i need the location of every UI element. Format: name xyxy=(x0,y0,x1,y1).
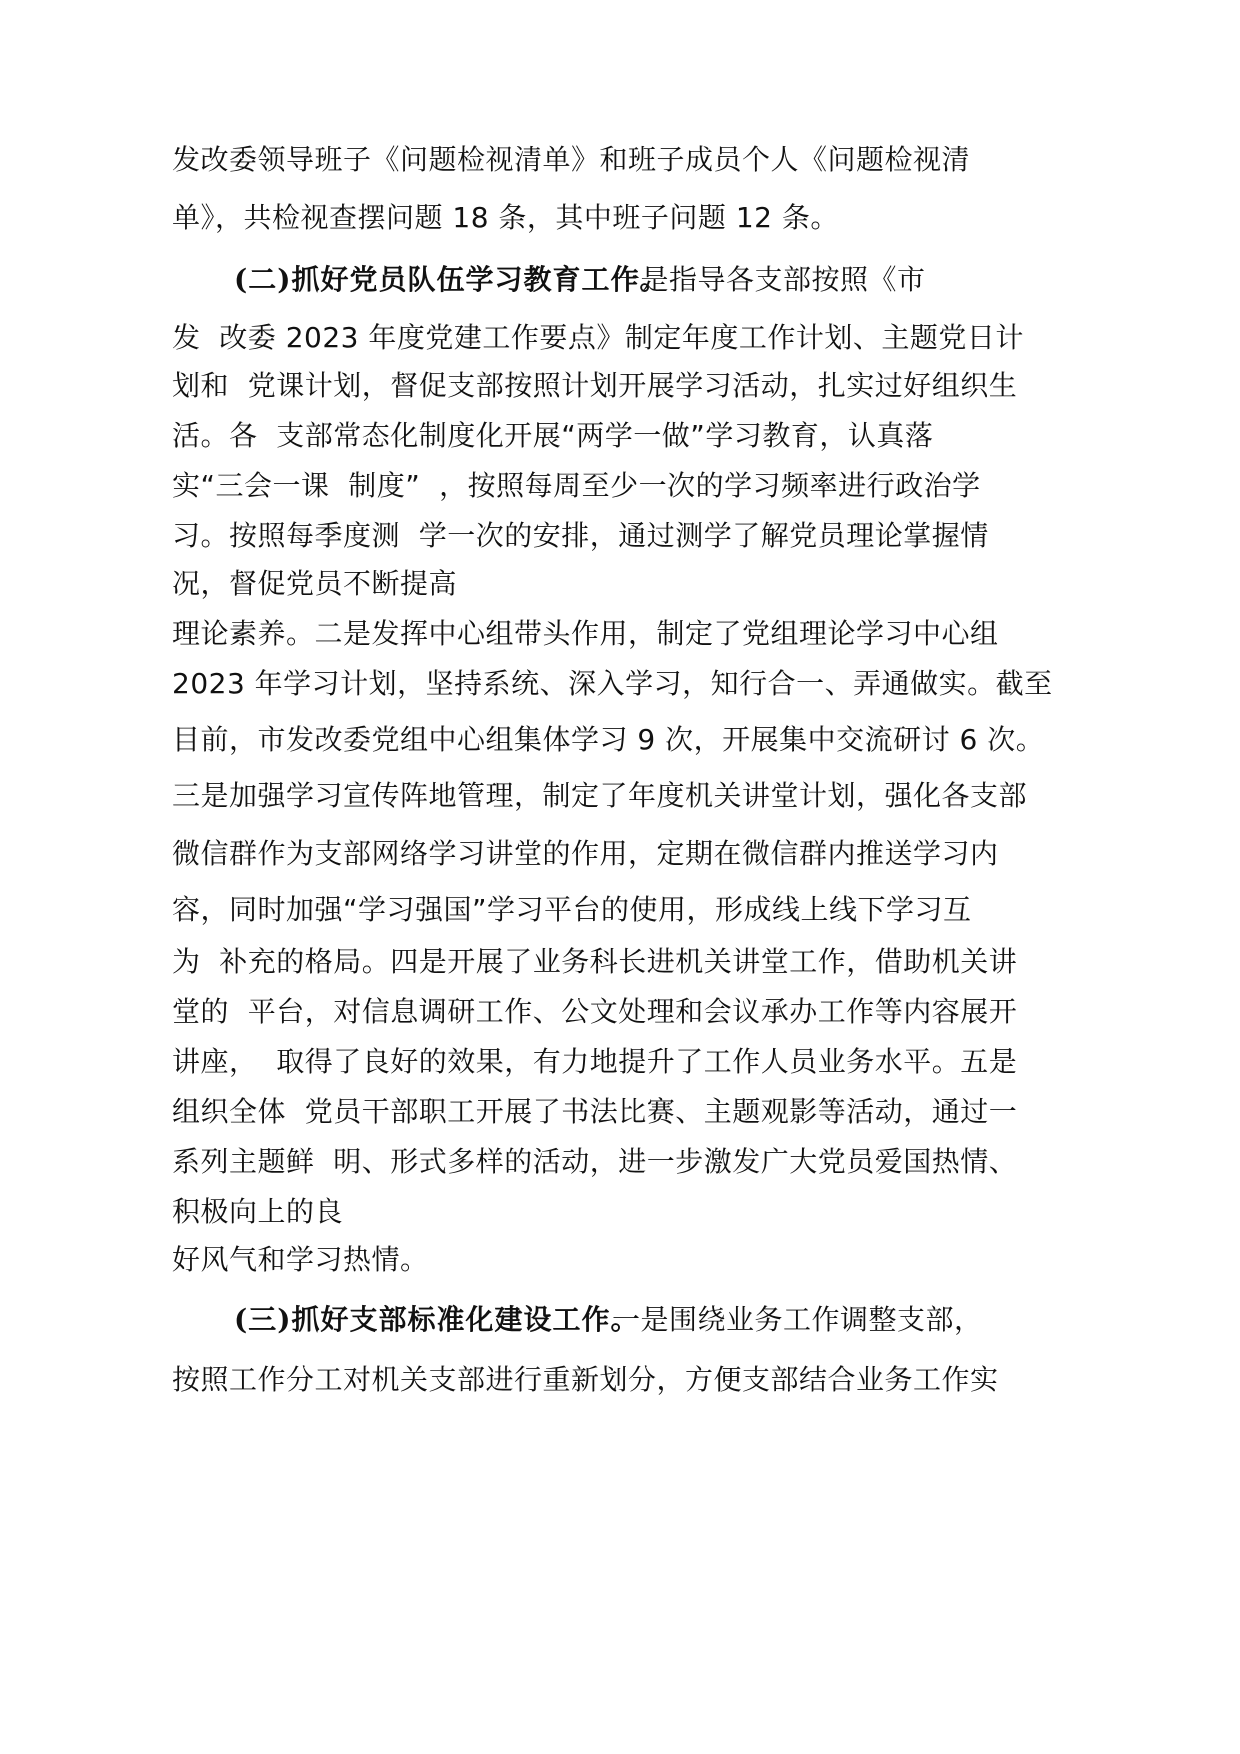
text-line: 组织全体 党员干部职工开展了书法比赛、主题观影等活动，通过一 xyxy=(172,1095,1018,1128)
text-line: 好风气和学习热情。 xyxy=(172,1243,429,1276)
text-line: 活。各 支部常态化制度化开展“两学一做”学习教育，认真落 xyxy=(172,419,934,452)
text-line: 理论素养。二是发挥中心组带头作用，制定了党组理论学习中心组 xyxy=(172,617,999,650)
text-line: 况，督促党员不断提高 xyxy=(172,567,458,600)
text-line: 系列主题鲜 明、形式多样的活动，进一步激发广大党员爱国热情、 xyxy=(172,1145,1018,1178)
text-line: 划和 党课计划，督促支部按照计划开展学习活动，扎实过好组织生 xyxy=(172,369,1018,402)
text-line: 一是指导各支部按照《市 xyxy=(612,263,926,296)
text-line: 发 改委 2023 年度党建工作要点》制定年度工作计划、主题党日计 xyxy=(172,321,1024,354)
text-line: 按照工作分工对机关支部进行重新划分，方便支部结合业务工作实 xyxy=(172,1363,999,1396)
text-line: 一是围绕业务工作调整支部， xyxy=(612,1303,983,1336)
text-line: 目前，市发改委党组中心组集体学习 9 次，开展集中交流研讨 6 次。 xyxy=(172,723,1045,756)
text-line: 三是加强学习宣传阵地管理，制定了年度机关讲堂计划，强化各支部 xyxy=(172,779,1028,812)
text-line: 讲座， 取得了良好的效果，有力地提升了工作人员业务水平。五是 xyxy=(172,1045,1018,1078)
text-line: 2023 年学习计划，坚持系统、深入学习，知行合一、弄通做实。截至 xyxy=(172,667,1053,700)
text-line: 积极向上的良 xyxy=(172,1195,344,1228)
text-line: 为 补充的格局。四是开展了业务科长进机关讲堂工作，借助机关讲 xyxy=(172,945,1018,978)
text-line: 发改委领导班子《问题检视清单》和班子成员个人《问题检视清 xyxy=(172,143,971,176)
text-line: 单》，共检视查摆问题 18 条，其中班子问题 12 条。 xyxy=(172,201,839,234)
text-line: 微信群作为支部网络学习讲堂的作用，定期在微信群内推送学习内 xyxy=(172,837,999,870)
section-heading: (三)抓好支部标准化建设工作。 xyxy=(234,1303,640,1336)
text-line: 容，同时加强“学习强国”学习平台的使用，形成线上线下学习互 xyxy=(172,893,972,926)
text-line: 堂的 平台，对信息调研工作、公文处理和会议承办工作等内容展开 xyxy=(172,995,1018,1028)
text-line: 习。按照每季度测 学一次的安排，通过测学了解党员理论掌握情 xyxy=(172,519,989,552)
text-line: 实“三会一课 制度” ，按照每周至少一次的学习频率进行政治学 xyxy=(172,469,981,502)
section-heading: (二)抓好党员队伍学习教育工作。 xyxy=(234,263,669,296)
